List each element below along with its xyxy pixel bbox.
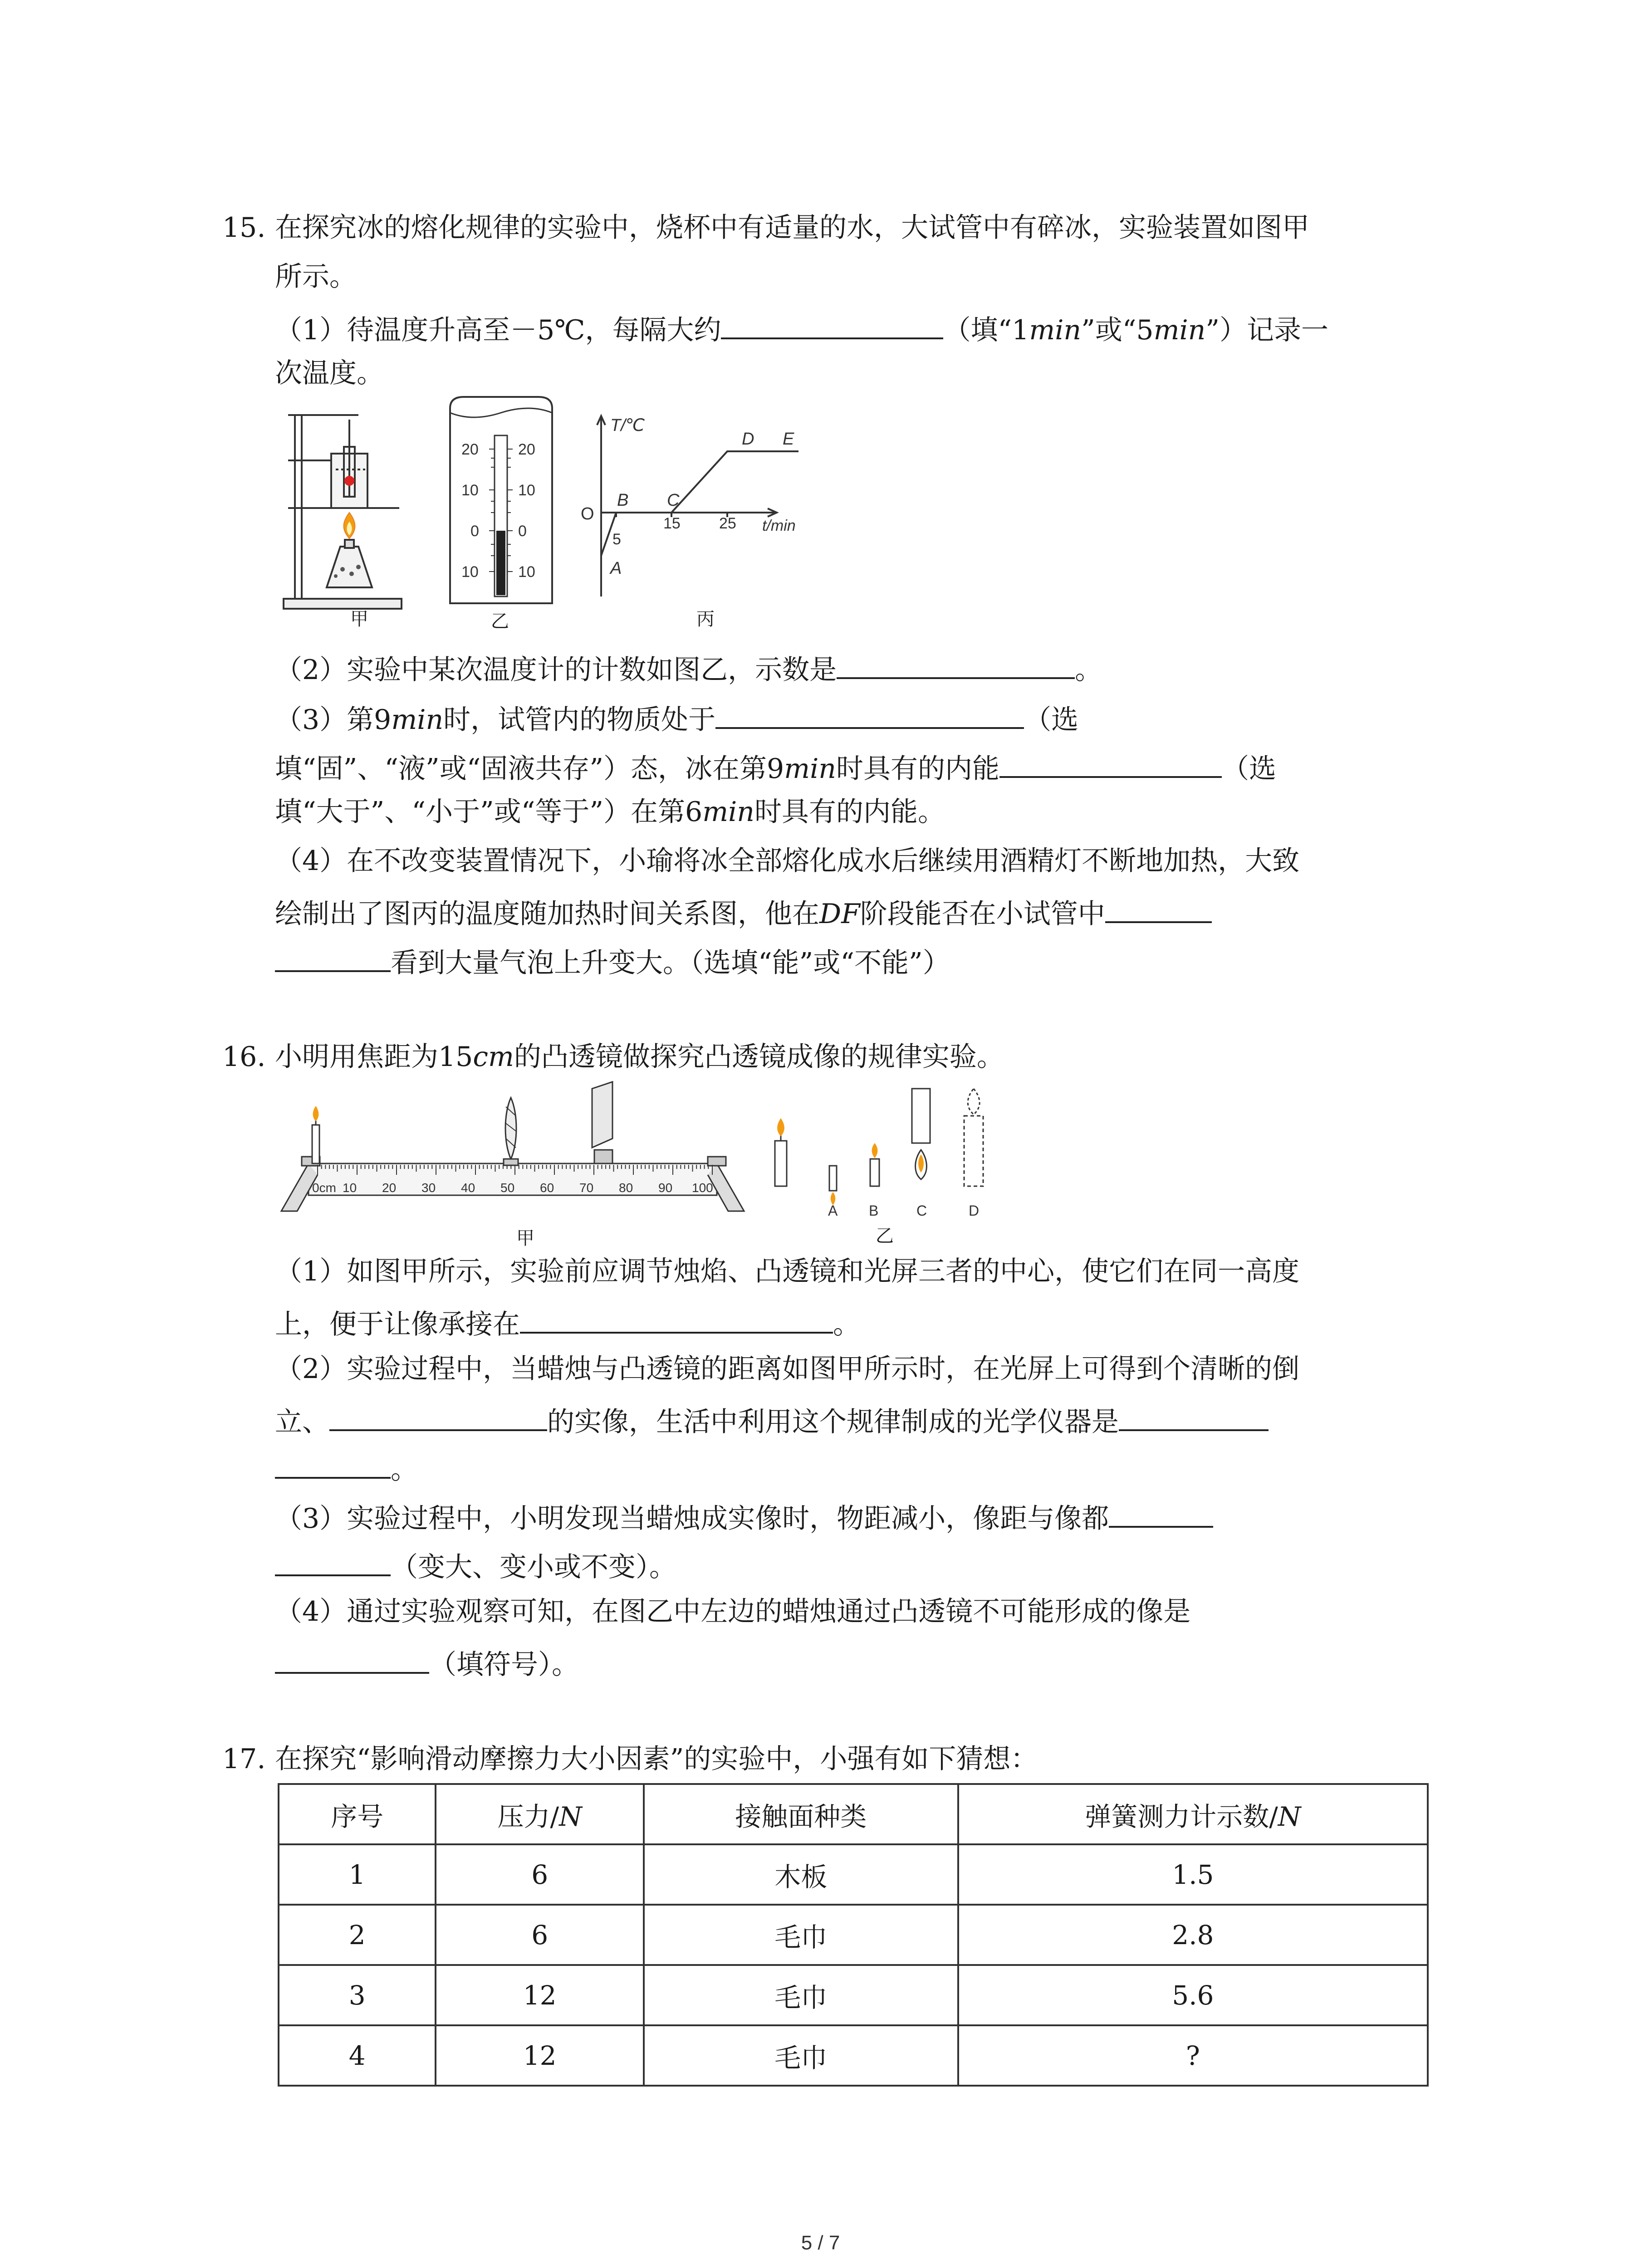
table-cell-pressure: 6	[436, 1905, 643, 1965]
graph-origin-label: O	[581, 504, 594, 523]
ruler-label-60: 60	[540, 1181, 554, 1195]
q16-part3-line1	[275, 1496, 1213, 1537]
table-cell-surface: 毛巾	[644, 1965, 958, 2025]
q16-number: 16.	[222, 1041, 266, 1073]
q16-figure-candles	[771, 1082, 998, 1218]
ruler-label-80: 80	[619, 1181, 633, 1195]
q15-p1-unit-min-2: min	[1153, 314, 1206, 346]
table-header-surface: 接触面种类	[644, 1784, 958, 1844]
q16-fig-label-yi: 乙	[876, 1226, 894, 1246]
q15-part1-line2: 次温度。	[275, 357, 384, 389]
q17-number: 17.	[222, 1743, 266, 1775]
page-number: 5 / 7	[801, 2232, 840, 2254]
q15-fig-label-yi: 乙	[491, 611, 509, 632]
q15-p3-blank-1[interactable]	[715, 697, 1024, 729]
q15-p3-l2-text-b: 时具有的内能	[836, 753, 999, 785]
q15-figure-apparatus	[277, 411, 408, 615]
q15-figure-graph	[576, 406, 830, 606]
table-cell-pressure: 6	[436, 1844, 643, 1905]
table-cell-pressure: 12	[436, 2025, 643, 2086]
q16-part4-line1: （4）通过实验观察可知，在图乙中左边的蜡烛通过凸透镜不可能形成的像是	[275, 1596, 1191, 1628]
q15-p3-text-a: （3）第9	[275, 704, 392, 736]
q15-p1-unit-min: min	[1029, 314, 1082, 346]
graph-x-label: t/min	[762, 517, 796, 534]
q16-p2-l2-text-a: 立、	[275, 1406, 329, 1438]
q16-p2-blank-1[interactable]	[329, 1399, 547, 1431]
q15-part3-line3	[275, 794, 945, 830]
q16-part1-line2	[275, 1302, 860, 1343]
q15-p3-l3-text-a: 填“大于”、“小于”或“等于”）在第6	[275, 796, 703, 828]
q15-part4-line3	[275, 940, 950, 981]
q15-p4-blank-part1[interactable]	[1105, 891, 1212, 923]
q16-p3-blank-a[interactable]	[1109, 1496, 1213, 1528]
table-header-pressure-unit: N	[559, 1801, 582, 1832]
q15-p2-blank[interactable]	[837, 647, 1075, 679]
q16-p3-l1-text: （3）实验过程中，小明发现当蜡烛成实像时，物距减小，像距与像都	[275, 1503, 1109, 1535]
q15-part2	[275, 647, 1102, 688]
q15-p2-text-a: （2）实验中某次温度计的计数如图乙，示数是	[275, 654, 837, 686]
q15-p4-l2-text-b: 阶段能否在小试管中	[860, 898, 1105, 930]
ruler-label-100: 100	[692, 1181, 713, 1195]
q16-part2-line3	[275, 1447, 418, 1488]
q16-p2-l2-text-b: 的实像，生活中利用这个规律制成的光学仪器是	[547, 1406, 1119, 1438]
q16-p1-l2-text-a: 上，便于让像承接在	[275, 1309, 520, 1340]
ruler-label-40: 40	[461, 1181, 475, 1195]
q16-part2-line2	[275, 1399, 1269, 1440]
thermo-left-tick-neg10: 10	[461, 563, 479, 581]
q16-part2-line1: （2）实验过程中，当蜡烛与凸透镜的距离如图甲所示时，在光屏上可得到个清晰的倒	[275, 1353, 1300, 1385]
q16-p1-l2-text-b: 。	[833, 1309, 860, 1340]
q15-p1-text-a: （1）待温度升高至－5℃，每隔大约	[275, 314, 721, 346]
table-cell-reading: ?	[958, 2025, 1428, 2086]
q15-p3-blank-2[interactable]	[999, 746, 1222, 778]
q17-data-table	[278, 1783, 1429, 2087]
q16-fig-label-jia: 甲	[516, 1228, 534, 1249]
thermo-left-tick-10: 10	[461, 482, 479, 499]
q15-part4-line2	[275, 891, 1212, 932]
table-cell-index: 3	[279, 1965, 436, 2025]
candle-label-C: C	[916, 1202, 927, 1218]
table-cell-index: 1	[279, 1844, 436, 1905]
graph-point-B: B	[617, 491, 629, 510]
table-row	[279, 1844, 1428, 1905]
ruler-label-30: 30	[421, 1181, 436, 1195]
q15-fig-label-bing: 丙	[696, 609, 715, 630]
q15-p4-l2-df: DF	[819, 898, 860, 930]
ruler-label-50: 50	[500, 1181, 515, 1195]
q15-p3-unit-min: min	[391, 704, 444, 736]
q16-stem-a: 小明用焦距为15	[275, 1041, 473, 1073]
q16-part1-line1: （1）如图甲所示，实验前应调节烛焰、凸透镜和光屏三者的中心，使它们在同一高度	[275, 1256, 1300, 1287]
q15-p1-text-b: （填“1	[943, 314, 1029, 346]
q16-part3-line2	[275, 1545, 676, 1585]
table-header-reading	[958, 1784, 1428, 1844]
q15-p3-l3-unit-min: min	[702, 796, 754, 828]
q15-stem-line1: 在探究冰的熔化规律的实验中，烧杯中有适量的水，大试管中有碎冰，实验装置如图甲	[275, 212, 1309, 244]
graph-x-tick-25: 25	[719, 515, 736, 532]
q15-p3-l2-unit-min: min	[784, 753, 836, 785]
table-cell-reading: 1.5	[958, 1844, 1428, 1905]
thermo-left-tick-0: 0	[470, 523, 479, 540]
ruler-label-90: 90	[658, 1181, 673, 1195]
q16-p3-blank-b[interactable]	[275, 1545, 391, 1576]
graph-point-A: A	[610, 559, 622, 578]
table-header-reading-unit: N	[1278, 1801, 1301, 1832]
graph-x-tick-5: 5	[612, 531, 621, 548]
graph-x-tick-15: 15	[663, 515, 681, 532]
candle-label-B: B	[869, 1202, 879, 1218]
thermo-right-tick-neg10: 10	[518, 563, 535, 581]
table-cell-reading: 2.8	[958, 1905, 1428, 1965]
table-row	[279, 2025, 1428, 2086]
q15-p3-text-c: （选	[1024, 704, 1079, 736]
q15-figure-thermometer	[446, 395, 557, 608]
table-cell-surface: 毛巾	[644, 2025, 958, 2086]
q16-part4-line2	[275, 1642, 579, 1683]
table-row	[279, 1965, 1428, 2025]
q15-p4-l3-text: 看到大量气泡上升变大。（选填“能”或“不能”）	[391, 947, 950, 979]
q15-p3-l2-text-a: 填“固”、“液”或“固液共存”）态，冰在第9	[275, 753, 784, 785]
table-row	[279, 1905, 1428, 1965]
q16-p3-l2-text: （变大、变小或不变）。	[391, 1551, 676, 1583]
q16-stem-b: 的凸透镜做探究凸透镜成像的规律实验。	[514, 1041, 1004, 1073]
q15-part3-line1	[275, 697, 1078, 738]
q15-p1-blank[interactable]	[721, 308, 943, 339]
candle-label-D: D	[969, 1202, 980, 1218]
q15-p3-l3-text-b: 时具有的内能。	[754, 796, 945, 828]
q15-p2-text-b: 。	[1075, 654, 1102, 686]
q15-part4-line1: （4）在不改变装置情况下，小瑜将冰全部熔化成水后继续用酒精灯不断地加热，大致	[275, 845, 1300, 877]
q16-p2-blank-2b[interactable]	[275, 1447, 391, 1479]
table-cell-index: 2	[279, 1905, 436, 1965]
table-header-pressure	[436, 1784, 643, 1844]
q15-p3-text-b: 时，试管内的物质处于	[443, 704, 716, 736]
ruler-label-10: 10	[343, 1181, 357, 1195]
ruler-label-70: 70	[579, 1181, 594, 1195]
q17-stem: 在探究“影响滑动摩擦力大小因素”的实验中，小强有如下猜想：	[275, 1743, 1038, 1775]
thermo-right-tick-0: 0	[518, 523, 527, 540]
thermo-right-tick-20: 20	[518, 441, 535, 458]
q15-p3-l2-text-c: （选	[1221, 753, 1276, 785]
q16-p2-blank-2a[interactable]	[1119, 1399, 1269, 1431]
ruler-label-0: 0cm	[312, 1181, 336, 1195]
q15-stem-line2: 所示。	[275, 261, 357, 293]
graph-y-label: T/℃	[610, 416, 645, 435]
q16-p1-blank[interactable]	[520, 1302, 833, 1334]
q16-stem	[275, 1039, 1004, 1075]
table-cell-surface: 木板	[644, 1844, 958, 1905]
q15-part3-line2	[275, 746, 1276, 787]
table-header-pressure-label: 压力/	[497, 1801, 559, 1832]
table-cell-index: 4	[279, 2025, 436, 2086]
table-header-index: 序号	[279, 1784, 436, 1844]
graph-point-D: D	[742, 430, 754, 449]
q15-number: 15.	[222, 212, 266, 244]
q15-p4-blank-part2[interactable]	[275, 940, 391, 972]
q16-p4-blank[interactable]	[275, 1642, 429, 1674]
graph-point-C: C	[667, 491, 680, 510]
q15-p1-text-c: ”或“5	[1081, 314, 1154, 346]
table-cell-reading: 5.6	[958, 1965, 1428, 2025]
q15-p1-text-d: ”）记录一	[1205, 314, 1329, 346]
candle-label-A: A	[828, 1202, 838, 1218]
thermo-left-tick-20: 20	[461, 441, 479, 458]
q16-figure-optical-bench	[277, 1075, 753, 1225]
table-cell-surface: 毛巾	[644, 1905, 958, 1965]
q15-part1-line1	[275, 308, 1328, 348]
table-cell-pressure: 12	[436, 1965, 643, 2025]
q16-stem-unit-cm: cm	[473, 1041, 514, 1073]
thermo-right-tick-10: 10	[518, 482, 535, 499]
table-header-row	[279, 1784, 1428, 1844]
q15-p4-l2-text-a: 绘制出了图丙的温度随加热时间关系图，他在	[275, 898, 819, 930]
q16-p2-l3-text: 。	[391, 1454, 418, 1486]
q16-p4-l2-text: （填符号）。	[429, 1649, 579, 1681]
q15-fig-label-jia: 甲	[350, 609, 368, 630]
table-header-reading-label: 弹簧测力计示数/	[1085, 1801, 1278, 1832]
ruler-label-20: 20	[382, 1181, 397, 1195]
graph-point-E: E	[783, 430, 794, 449]
